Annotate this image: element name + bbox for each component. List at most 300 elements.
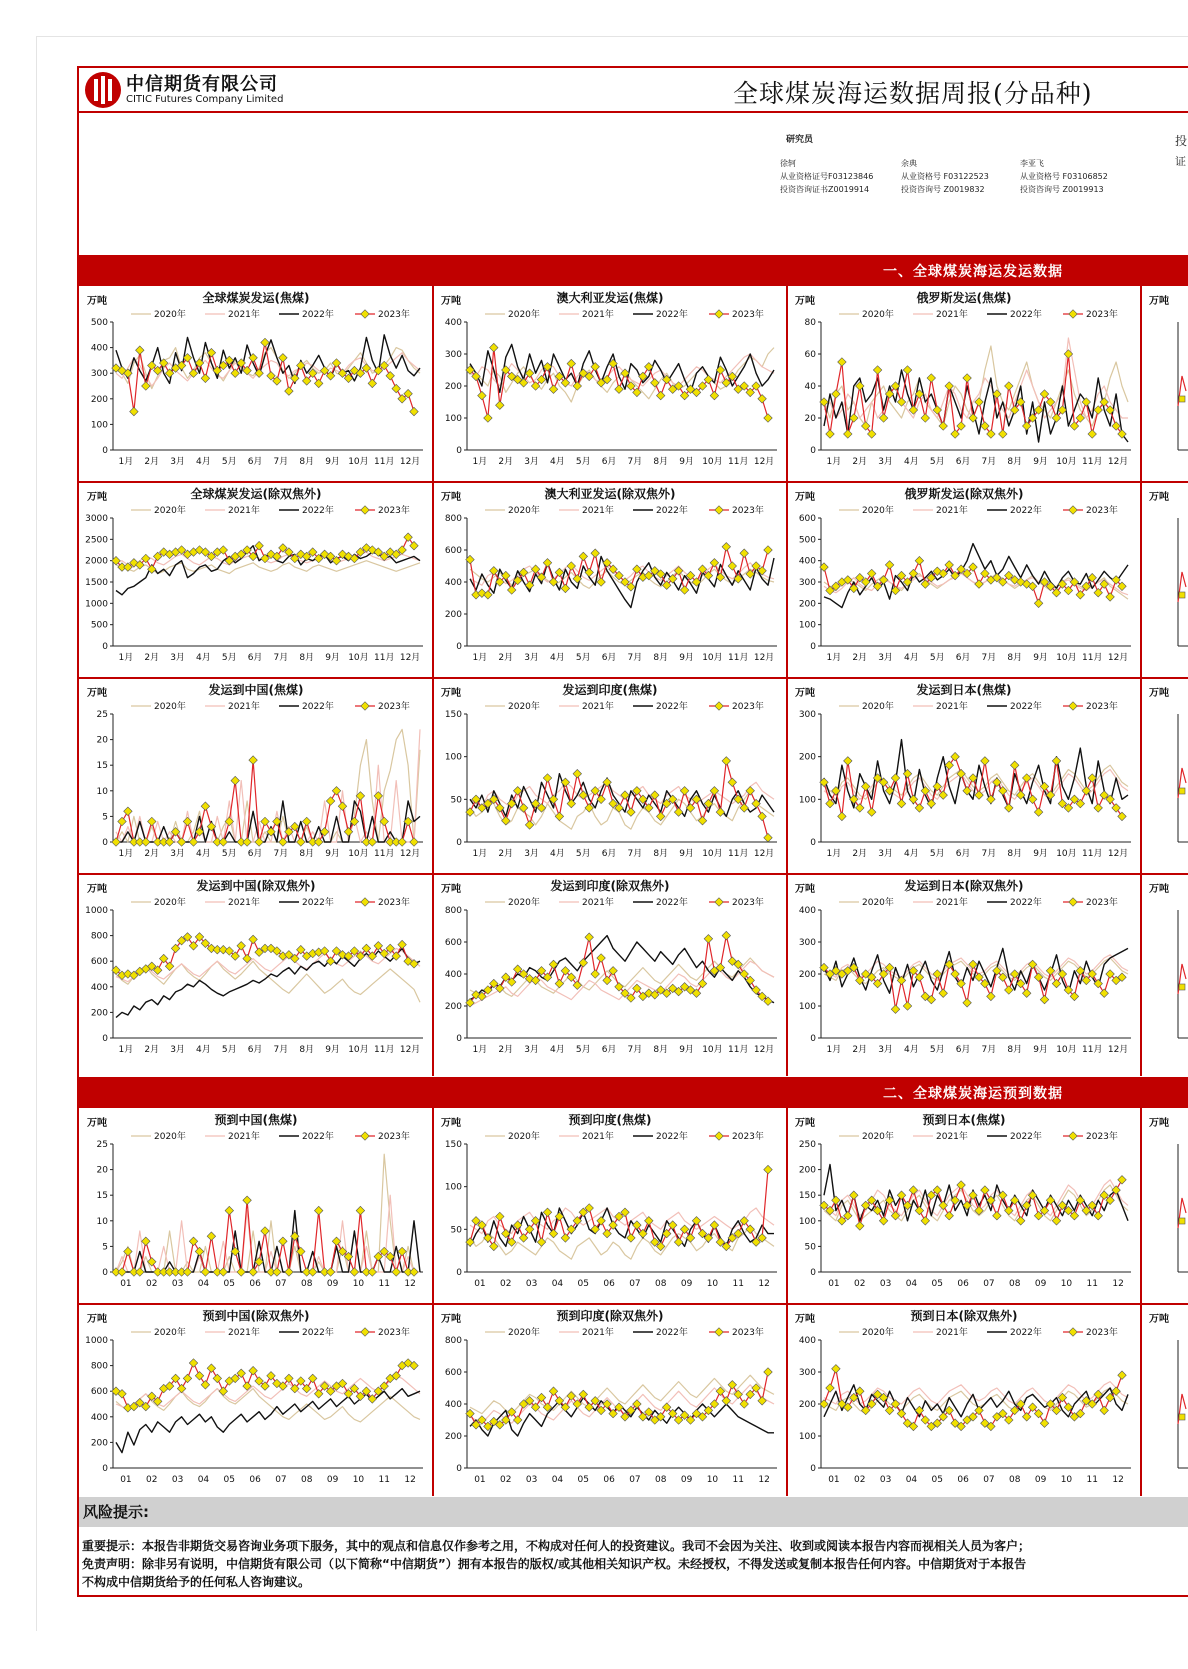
x-tick-label: 12 bbox=[1112, 1279, 1124, 1289]
y-tick-label: 10 bbox=[96, 1216, 108, 1227]
data-point-2023 bbox=[549, 1229, 557, 1237]
y-tick-label: 100 bbox=[444, 752, 462, 763]
data-point-2023 bbox=[1070, 422, 1078, 430]
data-point-2023 bbox=[573, 769, 581, 777]
legend-marker bbox=[361, 898, 369, 906]
x-tick-label: 1月 bbox=[472, 653, 488, 663]
legend bbox=[485, 700, 764, 712]
x-tick-label: 6月 bbox=[601, 653, 617, 663]
x-tick-label: 11月 bbox=[374, 849, 395, 859]
disclaimer bbox=[82, 1537, 1188, 1591]
legend bbox=[131, 504, 410, 516]
legend-entry: 2021年 bbox=[936, 506, 968, 516]
data-point-2023 bbox=[975, 580, 983, 588]
y-tick-label: 500 bbox=[90, 318, 108, 328]
legend-entry: 2022年 bbox=[1010, 702, 1042, 712]
unit-label: 万吨 bbox=[87, 884, 107, 895]
data-point-2023 bbox=[507, 1238, 515, 1246]
y-tick-label: 2000 bbox=[85, 556, 108, 567]
x-tick-label: 10月 bbox=[1056, 653, 1077, 663]
legend-entry: 2020年 bbox=[862, 1328, 894, 1338]
y-tick-label: 1000 bbox=[85, 1336, 108, 1346]
x-tick-label: 10月 bbox=[348, 849, 369, 859]
unit-label: 万吨 bbox=[795, 296, 815, 307]
x-tick-label: 2月 bbox=[144, 1045, 160, 1055]
data-point-2023 bbox=[615, 385, 623, 393]
data-point-2023 bbox=[921, 414, 929, 422]
chart-panel-5 bbox=[441, 490, 777, 663]
x-tick-label: 9月 bbox=[679, 849, 694, 859]
y-tick-label: 250 bbox=[798, 1140, 816, 1150]
data-point-2023 bbox=[1005, 804, 1013, 812]
legend bbox=[839, 504, 1118, 516]
legend bbox=[131, 1326, 410, 1338]
data-point-2023 bbox=[728, 1381, 736, 1389]
chart-title-7: 发运到中国(焦煤) bbox=[208, 683, 304, 697]
x-tick-label: 10月 bbox=[348, 653, 369, 663]
x-tick-label: 6月 bbox=[247, 1045, 263, 1055]
x-tick-label: 07 bbox=[983, 1279, 995, 1289]
unit-label: 万吨 bbox=[87, 296, 107, 307]
data-point-2023 bbox=[195, 1247, 203, 1255]
x-tick-label: 6月 bbox=[247, 653, 263, 663]
x-tick-label: 08 bbox=[655, 1475, 667, 1485]
unit-label: 万吨 bbox=[441, 884, 461, 895]
y-tick-label: 200 bbox=[90, 1008, 108, 1019]
data-point-2023 bbox=[1100, 1406, 1108, 1414]
data-point-2023 bbox=[261, 338, 269, 346]
x-tick-label: 12 bbox=[404, 1475, 416, 1485]
x-tick-label: 9月 bbox=[1033, 1045, 1048, 1055]
data-point-2023 bbox=[651, 379, 659, 387]
x-tick-label: 01 bbox=[474, 1475, 486, 1485]
x-tick-label: 3月 bbox=[170, 457, 185, 467]
data-point-2023 bbox=[213, 1374, 221, 1382]
y-tick-label: 200 bbox=[798, 1400, 816, 1410]
x-tick-label: 7月 bbox=[627, 849, 643, 859]
data-point-2023 bbox=[939, 422, 947, 430]
x-tick-label: 01 bbox=[120, 1475, 132, 1485]
data-point-2023 bbox=[573, 382, 581, 390]
x-tick-label: 5月 bbox=[929, 457, 945, 467]
legend-entry: 2021年 bbox=[936, 702, 968, 712]
data-point-2023 bbox=[1040, 1419, 1048, 1427]
y-tick-label: 400 bbox=[798, 1336, 816, 1346]
clipped-panel-6 bbox=[1149, 1312, 1188, 1468]
x-tick-label: 4月 bbox=[196, 653, 211, 663]
data-point-2023 bbox=[314, 1206, 322, 1214]
x-tick-label: 5月 bbox=[575, 653, 591, 663]
x-tick-label: 12 bbox=[404, 1279, 416, 1289]
x-tick-label: 2月 bbox=[498, 1045, 514, 1055]
y-tick-label: 200 bbox=[444, 382, 462, 392]
unit-label: 万吨 bbox=[1149, 884, 1169, 895]
clipped-label-1: 投 bbox=[1175, 134, 1188, 148]
x-tick-label: 12月 bbox=[1107, 457, 1129, 467]
data-point-2023 bbox=[921, 787, 929, 795]
legend-entry: 2023年 bbox=[378, 506, 410, 516]
chart-title-16: 预到中国(除双焦外) bbox=[202, 1309, 310, 1323]
y-tick-label: 20 bbox=[804, 414, 816, 424]
chart-panel-14 bbox=[441, 1116, 777, 1289]
clipped-panel-4 bbox=[1149, 882, 1188, 1038]
data-point-2023 bbox=[561, 1234, 569, 1242]
data-point-2023 bbox=[850, 1191, 858, 1199]
data-point-2023 bbox=[356, 1206, 364, 1214]
x-tick-label: 7月 bbox=[627, 1045, 643, 1055]
data-point-2023 bbox=[1052, 979, 1060, 987]
data-point-2023 bbox=[308, 1374, 316, 1382]
legend bbox=[485, 896, 764, 908]
data-point-2023 bbox=[1022, 989, 1030, 997]
data-point-2023 bbox=[999, 430, 1007, 438]
x-tick-label: 3月 bbox=[170, 849, 185, 859]
legend-entry: 2023年 bbox=[378, 1132, 410, 1142]
data-point-2023 bbox=[142, 838, 150, 846]
legend-entry: 2023年 bbox=[1086, 1132, 1118, 1142]
data-point-2023 bbox=[261, 817, 269, 825]
legend-marker bbox=[1069, 1132, 1077, 1140]
chart-panel-9 bbox=[795, 686, 1131, 859]
y-tick-label: 150 bbox=[444, 1140, 462, 1150]
legend-entry: 2022年 bbox=[302, 898, 334, 908]
data-point-2023 bbox=[579, 552, 587, 560]
y-tick-label: 0 bbox=[456, 446, 462, 456]
legend-entry: 2020年 bbox=[508, 506, 540, 516]
y-tick-label: 100 bbox=[798, 1216, 816, 1227]
x-tick-label: 1月 bbox=[472, 849, 488, 859]
x-tick-label: 4月 bbox=[550, 457, 565, 467]
data-point-2023 bbox=[764, 546, 772, 554]
data-point-2023 bbox=[579, 1390, 587, 1398]
x-tick-label: 04 bbox=[197, 1279, 210, 1289]
section-1-title: 一、全球煤炭海运发运数据 bbox=[883, 264, 1063, 280]
y-tick-label: 200 bbox=[798, 1165, 816, 1176]
data-point-2023 bbox=[201, 374, 209, 382]
data-point-2023 bbox=[728, 778, 736, 786]
legend-entry: 2022年 bbox=[1010, 310, 1042, 320]
data-point-2023 bbox=[993, 1211, 1001, 1219]
y-tick-label: 50 bbox=[450, 1225, 462, 1236]
x-tick-label: 4月 bbox=[904, 653, 919, 663]
legend-entry: 2022年 bbox=[656, 1328, 688, 1338]
x-tick-label: 1月 bbox=[826, 849, 842, 859]
unit-label: 万吨 bbox=[441, 1314, 461, 1325]
x-tick-label: 6月 bbox=[955, 1045, 971, 1055]
x-tick-label: 05 bbox=[931, 1475, 943, 1485]
legend-entry: 2020年 bbox=[154, 1328, 186, 1338]
chart-title-2: 澳大利亚发运(焦煤) bbox=[556, 291, 664, 305]
unit-label: 万吨 bbox=[1149, 1314, 1169, 1325]
legend-entry: 2022年 bbox=[656, 1132, 688, 1142]
data-point-2023 bbox=[758, 1397, 766, 1405]
data-point-2023 bbox=[1179, 984, 1185, 990]
x-tick-label: 8月 bbox=[299, 457, 315, 467]
data-point-2023 bbox=[207, 348, 215, 356]
x-tick-label: 10 bbox=[1060, 1475, 1073, 1485]
data-point-2023 bbox=[945, 382, 953, 390]
data-point-2023 bbox=[597, 954, 605, 962]
legend-entry: 2020年 bbox=[508, 310, 540, 320]
y-tick-label: 1000 bbox=[85, 599, 108, 610]
y-tick-label: 600 bbox=[798, 514, 816, 524]
legend-entry: 2021年 bbox=[228, 310, 260, 320]
chart-panel-17 bbox=[441, 1312, 777, 1485]
researcher-3-license: 从业资格号 F03106852 bbox=[1020, 172, 1108, 181]
x-tick-label: 2月 bbox=[144, 653, 160, 663]
x-tick-label: 7月 bbox=[627, 653, 643, 663]
x-tick-label: 8月 bbox=[299, 653, 315, 663]
x-tick-label: 06 bbox=[957, 1279, 969, 1289]
legend-entry: 2023年 bbox=[1086, 506, 1118, 516]
data-point-2023 bbox=[338, 802, 346, 810]
x-tick-label: 3月 bbox=[878, 849, 893, 859]
data-point-2023 bbox=[1094, 979, 1102, 987]
x-tick-label: 6月 bbox=[955, 849, 971, 859]
data-point-2023 bbox=[591, 363, 599, 371]
x-tick-label: 01 bbox=[120, 1279, 132, 1289]
x-tick-label: 1月 bbox=[472, 457, 488, 467]
x-tick-label: 04 bbox=[551, 1279, 564, 1289]
x-tick-label: 03 bbox=[171, 1475, 184, 1485]
y-tick-label: 150 bbox=[798, 1191, 816, 1202]
data-point-2023 bbox=[567, 562, 575, 570]
y-tick-label: 400 bbox=[90, 982, 108, 993]
x-tick-label: 08 bbox=[1009, 1279, 1021, 1289]
y-tick-label: 40 bbox=[804, 382, 816, 392]
data-point-2023 bbox=[945, 561, 953, 569]
legend bbox=[131, 1130, 410, 1142]
y-tick-label: 0 bbox=[102, 838, 108, 848]
x-tick-label: 11月 bbox=[1082, 653, 1103, 663]
data-point-2023 bbox=[844, 430, 852, 438]
legend-marker bbox=[1069, 310, 1077, 318]
unit-label: 万吨 bbox=[1149, 296, 1169, 307]
unit-label: 万吨 bbox=[87, 1314, 107, 1325]
legend-marker bbox=[1069, 702, 1077, 710]
data-point-2023 bbox=[1052, 414, 1060, 422]
data-point-2023 bbox=[285, 387, 293, 395]
legend-entry: 2021年 bbox=[582, 898, 614, 908]
legend-entry: 2020年 bbox=[154, 898, 186, 908]
data-point-2023 bbox=[764, 414, 772, 422]
legend-marker bbox=[1069, 506, 1077, 514]
series-line-2021 bbox=[116, 1195, 420, 1272]
data-point-2023 bbox=[1028, 795, 1036, 803]
data-point-2023 bbox=[746, 787, 754, 795]
x-tick-label: 4月 bbox=[550, 653, 565, 663]
data-point-2023 bbox=[597, 795, 605, 803]
x-tick-label: 4月 bbox=[904, 849, 919, 859]
researcher-3-invest: 投资咨询号 Z0019913 bbox=[1020, 185, 1104, 194]
data-point-2023 bbox=[525, 821, 533, 829]
x-tick-label: 3月 bbox=[878, 1045, 893, 1055]
legend-entry: 2022年 bbox=[656, 310, 688, 320]
data-point-2023 bbox=[1016, 1217, 1024, 1225]
legend-marker bbox=[1069, 1328, 1077, 1336]
legend-entry: 2023年 bbox=[732, 1328, 764, 1338]
legend-entry: 2021年 bbox=[936, 310, 968, 320]
y-tick-label: 1500 bbox=[85, 578, 108, 588]
legend-marker bbox=[715, 310, 723, 318]
y-tick-label: 100 bbox=[798, 795, 816, 806]
chart-panel-18 bbox=[795, 1312, 1131, 1485]
data-point-2023 bbox=[513, 787, 521, 795]
data-point-2023 bbox=[326, 1268, 334, 1276]
y-tick-label: 3000 bbox=[85, 514, 108, 524]
legend bbox=[839, 700, 1118, 712]
data-point-2023 bbox=[1052, 1217, 1060, 1225]
y-tick-label: 20 bbox=[96, 1165, 108, 1176]
y-tick-label: 800 bbox=[90, 931, 108, 942]
unit-label: 万吨 bbox=[87, 492, 107, 503]
y-tick-label: 100 bbox=[90, 420, 108, 431]
legend bbox=[131, 700, 410, 712]
x-tick-label: 4月 bbox=[904, 1045, 919, 1055]
x-tick-label: 04 bbox=[905, 1475, 918, 1485]
x-tick-label: 2月 bbox=[498, 849, 514, 859]
data-point-2023 bbox=[398, 940, 406, 948]
data-point-2023 bbox=[543, 774, 551, 782]
data-point-2023 bbox=[201, 1381, 209, 1389]
x-tick-label: 09 bbox=[680, 1475, 693, 1485]
x-tick-label: 02 bbox=[146, 1475, 158, 1485]
chart-title-3: 俄罗斯发运(焦煤) bbox=[916, 291, 1012, 305]
legend bbox=[485, 1130, 764, 1142]
x-tick-label: 09 bbox=[1034, 1475, 1047, 1485]
x-tick-label: 5月 bbox=[221, 849, 237, 859]
x-tick-label: 11 bbox=[1086, 1279, 1098, 1289]
data-point-2023 bbox=[392, 384, 400, 392]
x-tick-label: 7月 bbox=[273, 653, 289, 663]
data-point-2023 bbox=[410, 838, 418, 846]
x-tick-label: 11 bbox=[1086, 1475, 1098, 1485]
legend-entry: 2021年 bbox=[582, 1132, 614, 1142]
unit-label: 万吨 bbox=[1149, 688, 1169, 699]
legend-entry: 2023年 bbox=[732, 310, 764, 320]
data-point-2023 bbox=[148, 817, 156, 825]
x-tick-label: 09 bbox=[326, 1279, 339, 1289]
x-tick-label: 2月 bbox=[852, 653, 868, 663]
data-point-2023 bbox=[189, 942, 197, 950]
data-point-2023 bbox=[838, 358, 846, 366]
x-tick-label: 11 bbox=[378, 1475, 390, 1485]
legend bbox=[485, 308, 764, 320]
chart-title-11: 发运到印度(除双焦外) bbox=[550, 879, 670, 893]
data-point-2023 bbox=[826, 1384, 834, 1392]
y-tick-label: 600 bbox=[90, 1387, 108, 1398]
data-point-2023 bbox=[844, 757, 852, 765]
data-point-2023 bbox=[710, 391, 718, 399]
data-point-2023 bbox=[207, 1364, 215, 1372]
unit-label: 万吨 bbox=[441, 296, 461, 307]
data-point-2023 bbox=[680, 586, 688, 594]
legend-entry: 2022年 bbox=[656, 506, 688, 516]
data-point-2023 bbox=[856, 1222, 864, 1230]
data-point-2023 bbox=[189, 1237, 197, 1245]
disclaimer-line-1: 重要提示：本报告非期货交易咨询业务项下服务，其中的观点和信息仅作参考之用，不构成对任何人的投资建议。我司不会因为关注、收到或阅读本报告内容而视相关人员为客户； bbox=[82, 1539, 1031, 1553]
x-tick-label: 11月 bbox=[374, 1045, 395, 1055]
data-point-2023 bbox=[279, 838, 287, 846]
unit-label: 万吨 bbox=[441, 492, 461, 503]
x-tick-label: 12 bbox=[758, 1475, 770, 1485]
risk-header: 风险提示: bbox=[79, 1497, 1188, 1527]
y-tick-label: 400 bbox=[798, 556, 816, 567]
researcher-2-invest: 投资咨询号 Z0019832 bbox=[901, 185, 985, 194]
data-point-2023 bbox=[231, 776, 239, 784]
data-point-2023 bbox=[525, 1225, 533, 1233]
data-point-2023 bbox=[410, 407, 418, 415]
legend-entry: 2021年 bbox=[228, 1328, 260, 1338]
y-tick-label: 200 bbox=[444, 1002, 462, 1012]
researcher-1-license: 从业资格证号F03123846 bbox=[780, 172, 874, 181]
unit-label: 万吨 bbox=[795, 492, 815, 503]
data-point-2023 bbox=[392, 1268, 400, 1276]
chart-title-4: 全球煤炭发运(除双焦外) bbox=[190, 487, 322, 501]
y-tick-label: 0 bbox=[810, 838, 816, 848]
x-tick-label: 9月 bbox=[1033, 849, 1048, 859]
x-tick-label: 10月 bbox=[348, 457, 369, 467]
researchers-label: 研究员 bbox=[786, 135, 814, 145]
x-tick-label: 10月 bbox=[1056, 849, 1077, 859]
data-point-2023 bbox=[302, 817, 310, 825]
data-point-2023 bbox=[740, 1400, 748, 1408]
x-tick-label: 12月 bbox=[399, 1045, 421, 1055]
data-point-2023 bbox=[915, 804, 923, 812]
data-point-2023 bbox=[686, 804, 694, 812]
x-tick-label: 1月 bbox=[826, 1045, 842, 1055]
data-point-2023 bbox=[1179, 592, 1185, 598]
data-point-2023 bbox=[987, 992, 995, 1000]
legend-entry: 2023年 bbox=[1086, 702, 1118, 712]
legend-entry: 2021年 bbox=[582, 310, 614, 320]
data-point-2023 bbox=[118, 817, 126, 825]
x-tick-label: 9月 bbox=[1033, 457, 1048, 467]
x-tick-label: 10 bbox=[352, 1279, 365, 1289]
chart-panel-8 bbox=[441, 686, 777, 859]
x-tick-label: 3月 bbox=[878, 653, 893, 663]
x-tick-label: 9月 bbox=[325, 849, 340, 859]
legend bbox=[485, 1326, 764, 1338]
x-tick-label: 9月 bbox=[325, 653, 340, 663]
data-point-2023 bbox=[674, 808, 682, 816]
series-line-2021 bbox=[824, 338, 1128, 418]
data-point-2023 bbox=[951, 752, 959, 760]
legend-entry: 2021年 bbox=[228, 702, 260, 712]
data-point-2023 bbox=[177, 1384, 185, 1392]
data-point-2023 bbox=[537, 1238, 545, 1246]
data-point-2023 bbox=[183, 1268, 191, 1276]
legend-marker bbox=[1069, 898, 1077, 906]
x-tick-label: 5月 bbox=[221, 1045, 237, 1055]
legend-entry: 2020年 bbox=[154, 1132, 186, 1142]
x-tick-label: 2月 bbox=[144, 849, 160, 859]
data-point-2023 bbox=[710, 559, 718, 567]
y-tick-label: 0 bbox=[456, 642, 462, 652]
data-point-2023 bbox=[692, 1217, 700, 1225]
data-point-2023 bbox=[142, 1237, 150, 1245]
data-point-2023 bbox=[249, 1366, 257, 1374]
data-point-2023 bbox=[957, 769, 965, 777]
x-tick-label: 3月 bbox=[524, 653, 539, 663]
y-tick-label: 0 bbox=[810, 1034, 816, 1044]
x-tick-label: 11 bbox=[732, 1279, 744, 1289]
unit-label: 万吨 bbox=[795, 1118, 815, 1129]
x-tick-label: 02 bbox=[500, 1475, 512, 1485]
data-point-2023 bbox=[490, 1242, 498, 1250]
y-tick-label: 0 bbox=[456, 1268, 462, 1278]
data-point-2023 bbox=[909, 569, 917, 577]
